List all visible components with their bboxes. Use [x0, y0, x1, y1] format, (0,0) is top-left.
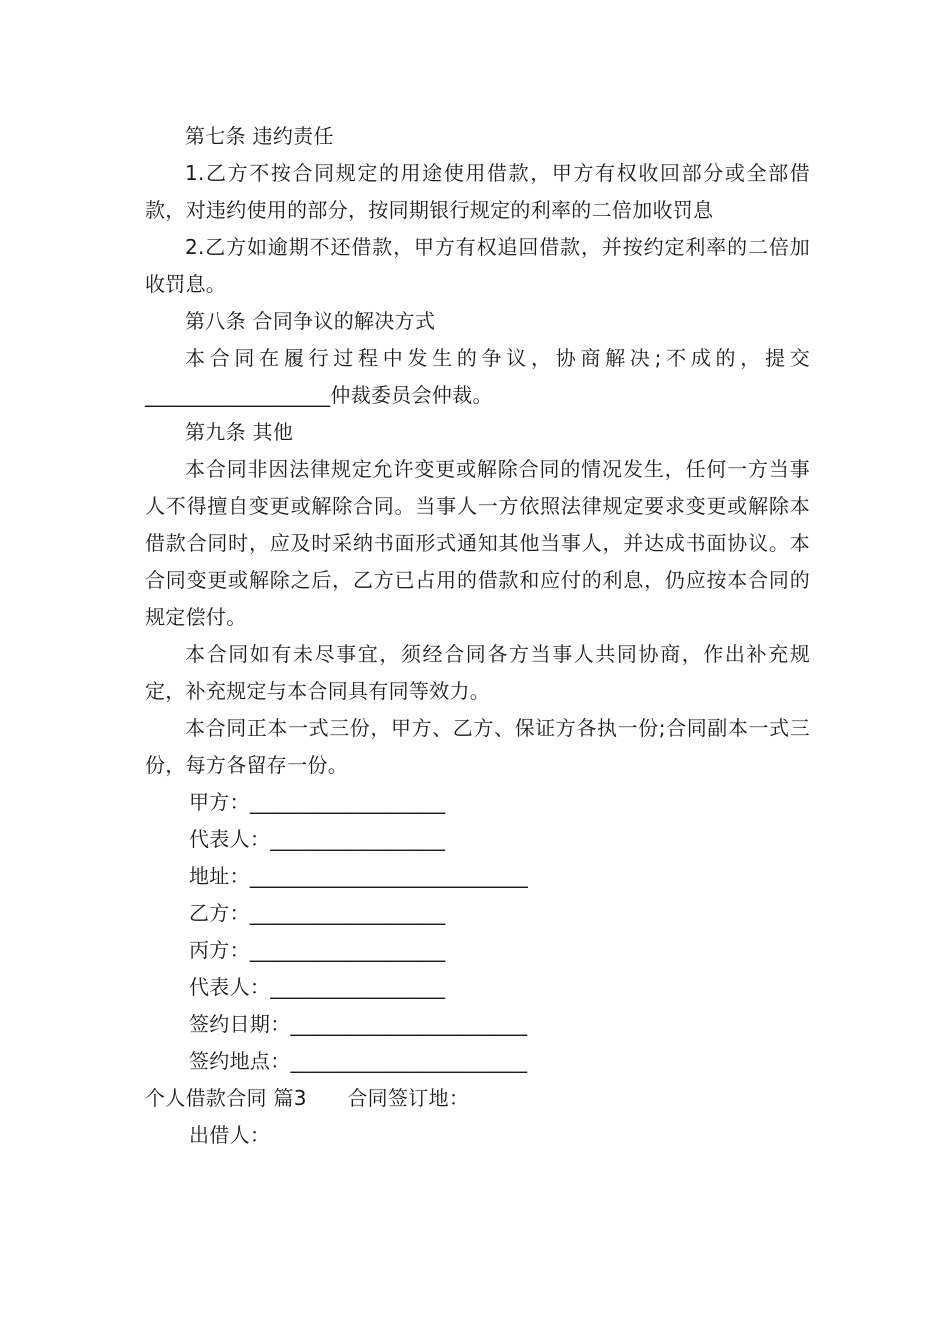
article7-heading: 第七条 违约责任 [185, 124, 334, 148]
signature-party-a: 甲方：___________________ [189, 790, 446, 814]
article9-heading: 第九条 其他 [185, 420, 294, 444]
signature-address: 地址：___________________________ [189, 864, 528, 888]
document-content [145, 118, 810, 1154]
article9-para1: 本合同非因法律规定允许变更或解除合同的情况发生，任何一方当事人不得擅自变更或解除合同。当事人一方依照法律规定要求变更或解除本借款合同时，应及时采纳书面形式通知其他当事人，并达成书面协议。本合同变更或解除之后，乙方已占用的借款和应付的利息，仍应按本合同的规定偿付。 [145, 457, 810, 629]
article7-item2: 2.乙方如逾期不还借款，甲方有权追回借款，并按约定利率的二倍加收罚息。 [145, 235, 810, 296]
article8-heading: 第八条 合同争议的解决方式 [185, 309, 436, 333]
signature-representative-a: 代表人：_________________ [189, 827, 446, 851]
article7-item1: 1.乙方不按合同规定的用途使用借款，甲方有权收回部分或全部借款，对违约使用的部分，按同期银行规定的利率的二倍加收罚息 [145, 161, 810, 222]
signature-place: 签约地点：_______________________ [189, 1049, 528, 1073]
article8-body: 本合同在履行过程中发生的争议，协商解决;不成的，提交__________________仲裁委员会仲裁。 [145, 346, 810, 407]
article9-para2: 本合同如有未尽事宜，须经合同各方当事人共同协商，作出补充规定，补充规定与本合同具有同等效力。 [145, 642, 810, 703]
next-section-title: 个人借款合同 篇3 合同签订地： [145, 1086, 470, 1110]
signature-party-c: 丙方：___________________ [189, 938, 446, 962]
article9-para3: 本合同正本一式三份，甲方、乙方、保证方各执一份;合同副本一式三份，每方各留存一份。 [145, 716, 810, 777]
signature-date: 签约日期：_______________________ [189, 1012, 528, 1036]
signature-party-b: 乙方：___________________ [189, 901, 446, 925]
next-section-lender: 出借人： [189, 1123, 271, 1147]
signature-representative-c: 代表人：_________________ [189, 975, 446, 999]
